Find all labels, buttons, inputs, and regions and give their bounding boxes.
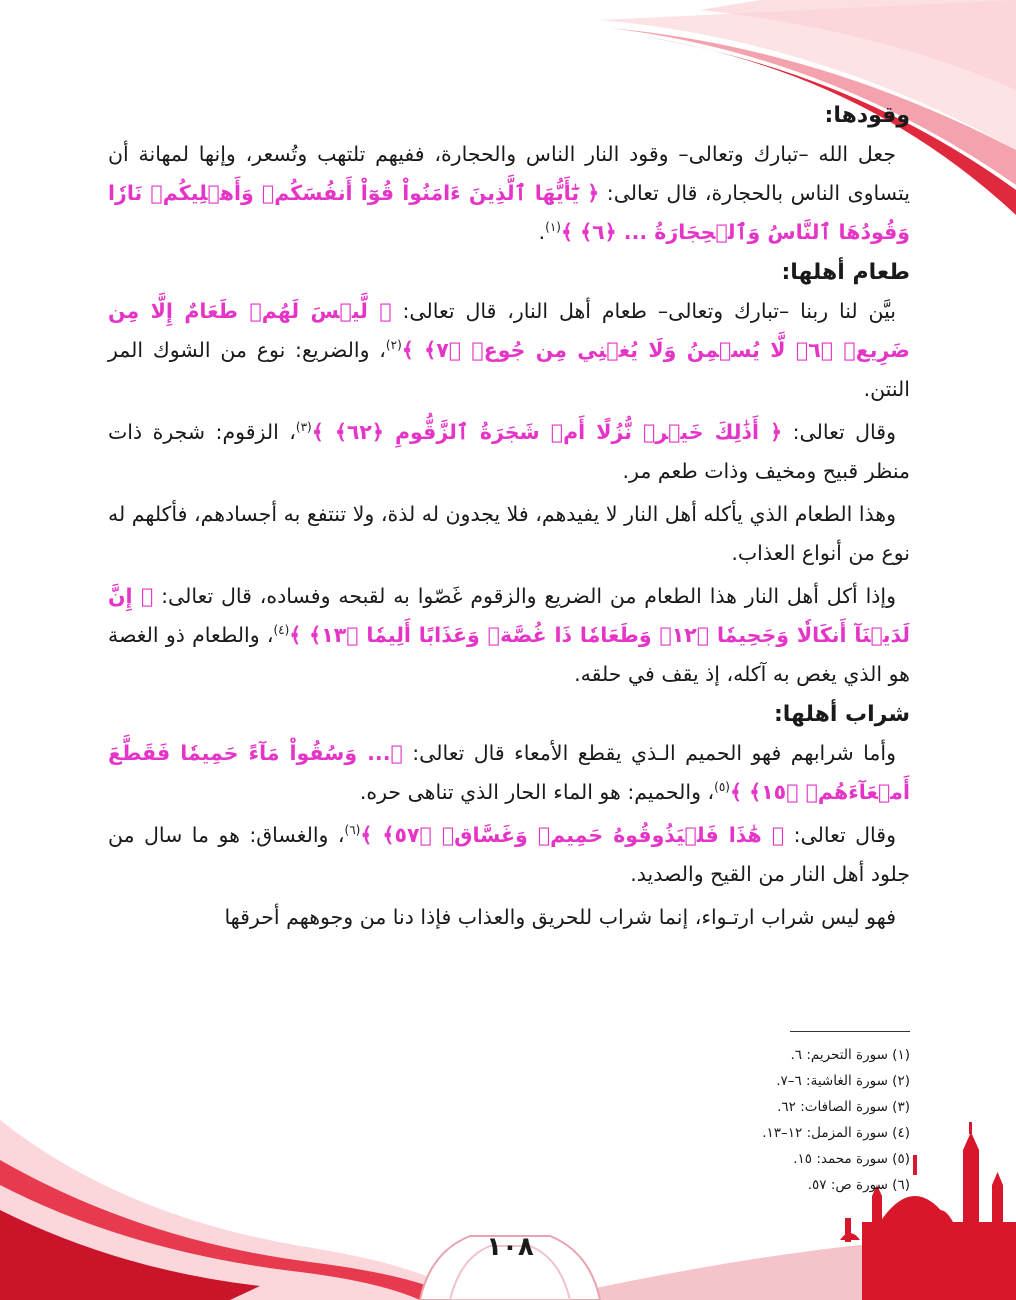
heading-sharab: شراب أهلها: [774,702,910,727]
paragraph-taam-4 [108,577,910,694]
paragraph-sharab-3: فهو ليس شراب ارتـواء، إنما شراب للحريق والعذاب فإذا دنا من وجوههم أحرقها [224,905,896,929]
paragraph-text: جعل الله –تبارك وتعالى– وقود النار الناس والحجارة، ففيهم تلتهب وتُسعر، وإنها لمهانة أن يتساوى الناس بالحجارة، قال تعالى: [108,142,910,205]
paragraph-text: ، والحميم: هو الماء الحار الذي تناهى حره. [359,780,715,804]
footnote-item: (٣) سورة الصافات: ٦٢. [777,1099,910,1115]
footnotes [560,1042,910,1198]
paragraph-sharab-1 [108,734,910,812]
paragraph-text: ، والضريع: نوع من الشوك المر النتن. [108,338,910,401]
heading-taam: طعام أهلها: [781,260,910,285]
paragraph-text: . [538,220,546,244]
footnote-ref: (٤) [273,623,290,638]
quran-verse: ﴿ يَٰٓأَيُّهَا ٱلَّذِينَ ءَامَنُواْ قُوٓاْ أَنفُسَكُمۡ وَأَهۡلِيكُمۡ نَارٗا وَقُودُهَا ٱلنَّاسُ وَٱلۡحِجَارَةُ ... ﴿٦﴾ ﴾ [108,181,910,244]
paragraph-text: ، الزقوم: شجرة ذات منظر قبيح ومخيف وذات طعم مر. [108,420,910,483]
footnote-item: (٦) سورة ص: ٥٧. [807,1177,910,1193]
page-number: ١٠٨ [486,1232,534,1262]
page-body [108,95,910,941]
paragraph-text: وأما شرابهم فهو الحميم الـذي يقطع الأمعاء قال تعالى: [402,741,896,765]
quran-verse: ﴿... وَسُقُواْ مَآءً حَمِيمٗا فَقَطَّعَ أَمۡعَآءَهُمۡ ﴿١٥﴾ ﴾ [108,741,910,804]
paragraph-sharab-2 [108,816,910,894]
footnote-divider [790,1031,910,1032]
quran-verse: ﴿ إِنَّ لَدَيۡنَآ أَنكَالٗا وَجَحِيمٗا ﴿١٢﴾ وَطَعَامٗا ذَا غُصَّةٖ وَعَذَابًا أَلِيمٗا ﴿١٣﴾ ﴾ [108,584,910,647]
quran-verse: ﴿ أَذَٰلِكَ خَيۡرٞ نُّزُلًا أَمۡ شَجَرَةُ ٱلزَّقُّومِ ﴿٦٢﴾ ﴾ [311,420,783,444]
bottom-left-swirl [0,1120,470,1300]
footnote-item: (١) سورة التحريم: ٦. [790,1047,910,1063]
footnote-ref: (٣) [295,420,312,435]
footnote-item: (٥) سورة محمد: ١٥. [793,1151,910,1167]
footnote-item: (٤) سورة المزمل: ١٢–١٣. [762,1125,910,1141]
paragraph-wuqud [108,135,910,252]
quran-verse: ﴿ هَٰذَا فَلۡيَذُوقُوهُ حَمِيمٞ وَغَسَّاقٞ ﴿٥٧﴾ ﴾ [360,823,785,847]
footnote-ref: (٦) [344,823,361,838]
quran-verse: ﴿ لَّيۡسَ لَهُمۡ طَعَامٌ إِلَّا مِن ضَرِيعٖ ﴿٦﴾ لَّا يُسۡمِنُ وَلَا يُغۡنِي مِن جُوعٖ ﴿٧﴾ ﴾ [108,299,910,362]
paragraph-text: ، والغساق: هو ما سال من جلود أهل النار من القيح والصديد. [108,823,910,886]
paragraph-taam-3: وهذا الطعام الذي يأكله أهل النار لا يفيدهم، فلا يجدون له لذة، ولا تنتفع به أجسادهم، فأكلهم له نوع من أنواع العذاب. [108,502,910,565]
footnote-ref: (٥) [714,780,730,795]
paragraph-text: ، والطعام ذو الغصة هو الذي يغص به آكله، إذ يقف في حلقه. [108,623,910,686]
footnote-ref: (١) [545,220,561,235]
paragraph-text: وإذا أكل أهل النار هذا الطعام من الضريع والزقوم غَصّوا به لقبحه وفساده، قال تعالى: [153,584,896,608]
paragraph-text: وقال تعالى: [784,823,896,847]
paragraph-taam-2 [108,413,910,491]
paragraph-text: بيَّن لنا ربنا –تبارك وتعالى– طعام أهل النار، قال تعالى: [391,299,896,323]
paragraph-text: وقال تعالى: [782,420,896,444]
footnote-ref: (٢) [385,338,402,353]
footnote-item: (٢) سورة الغاشية: ٦–٧. [776,1073,910,1089]
paragraph-taam-1 [108,292,910,409]
heading-wuqud: وقودها: [824,103,910,128]
